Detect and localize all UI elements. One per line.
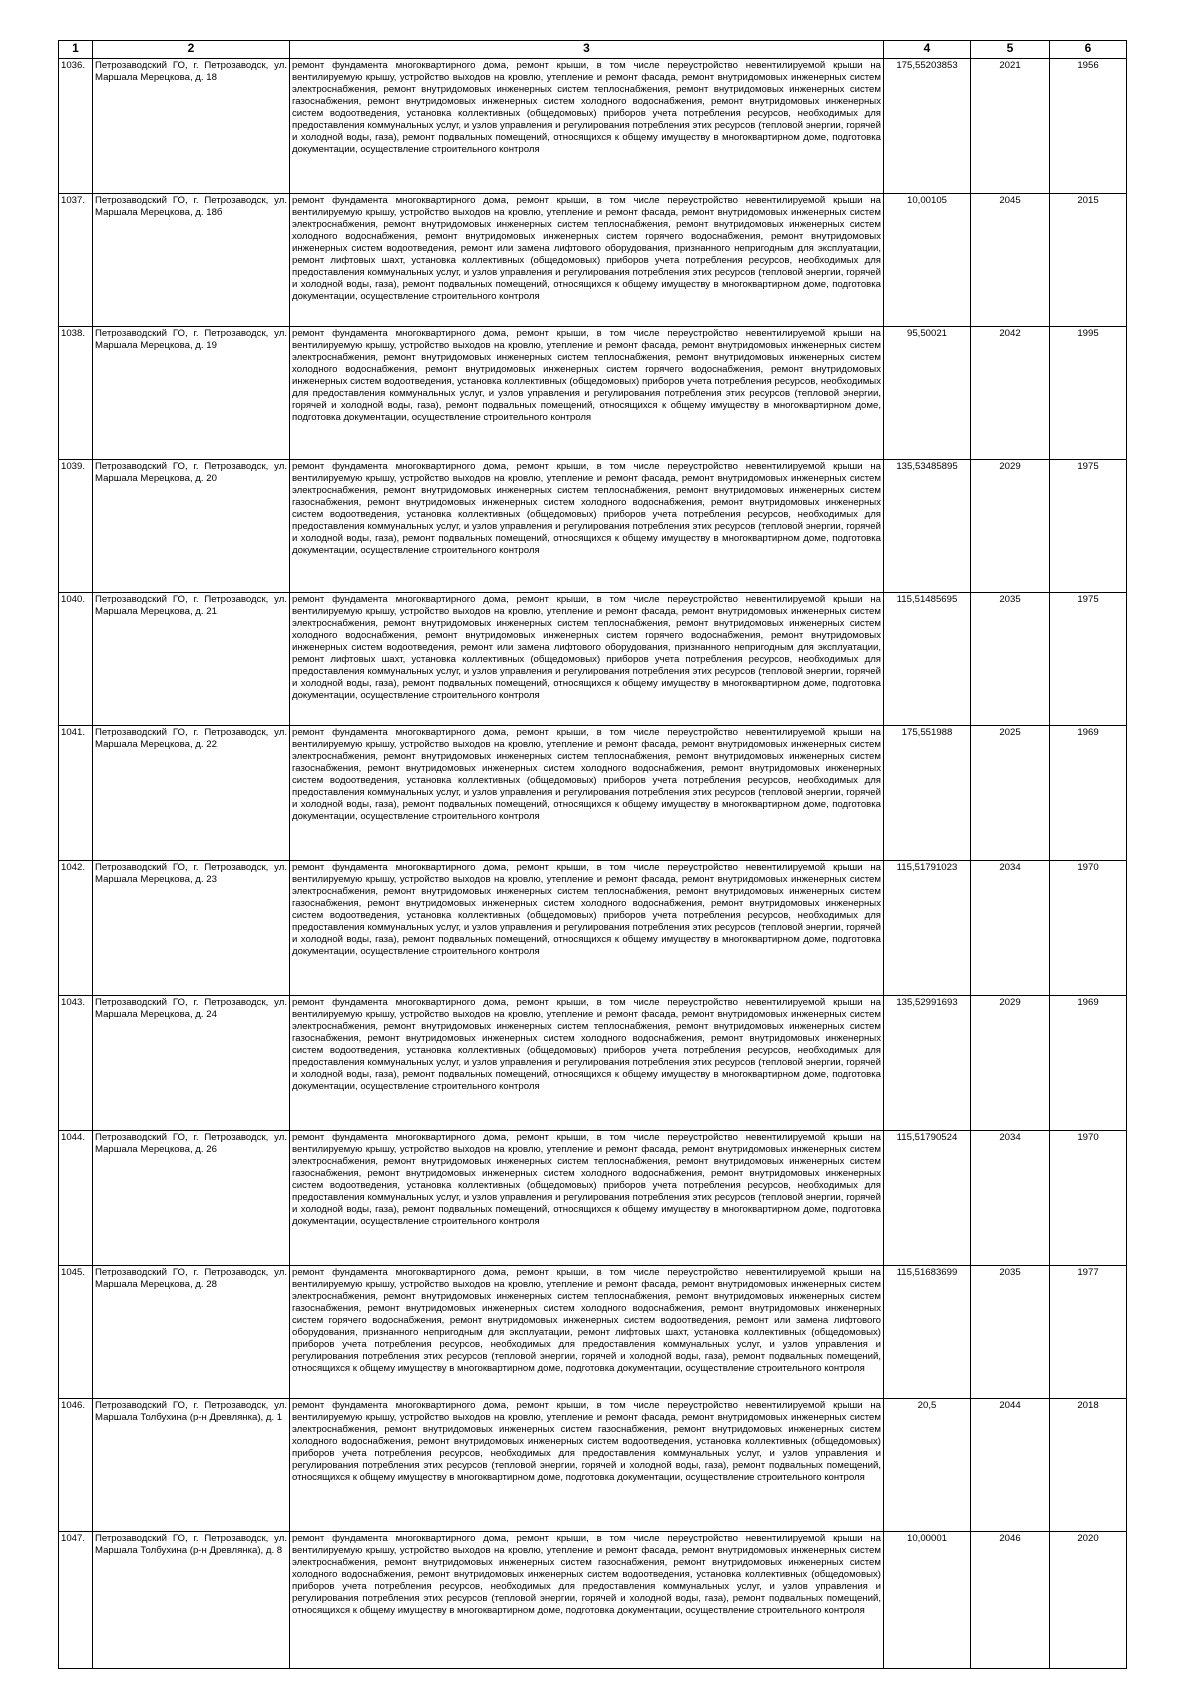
column-header-2: 2	[93, 41, 290, 59]
row-number: 1040.	[59, 593, 93, 726]
cost-value: 95,50021	[884, 327, 971, 460]
repair-year: 2025	[971, 726, 1050, 861]
table-row	[59, 726, 1127, 861]
construction-year: 1970	[1050, 1131, 1127, 1266]
table-header-row	[59, 41, 1127, 59]
row-number: 1037.	[59, 194, 93, 327]
table-row	[59, 460, 1127, 593]
building-address: Петрозаводский ГО, г. Петрозаводск, ул. Маршала Мерецкова, д. 20	[93, 460, 290, 593]
repair-year: 2035	[971, 1266, 1050, 1399]
row-number: 1047.	[59, 1532, 93, 1669]
cost-value: 10,00001	[884, 1532, 971, 1669]
building-address: Петрозаводский ГО, г. Петрозаводск, ул. Маршала Мерецкова, д. 18б	[93, 194, 290, 327]
construction-year: 1970	[1050, 861, 1127, 996]
repair-works: ремонт фундамента многоквартирного дома, ремонт крыши, в том числе переустройство невентилируемой крыши на вентилируемую крышу, устройство выходов на кровлю, утепление и ремонт фасада, ремонт внутридомовых инженерных систем электроснабжения, ремонт внутридомовых инженерных систем теплоснабжения, ремонт внутридомовых инженерных систем холодного водоснабжения, ремонт внутридомовых инженерных систем горячего водоснабжения, ремонт внутридомовых инженерных систем водоотведения, установка коллективных (общедомовых) приборов учета потребления ресурсов, необходимых для предоставления коммунальных услуг, и узлов управления и регулирования потребления этих ресурсов (тепловой энергии, горячей и холодной воды, газа), ремонт подвальных помещений, относящихся к общему имуществу в многоквартирном доме, подготовка документации, осуществление строительного контроля	[290, 327, 884, 460]
cost-value: 175,55203853	[884, 59, 971, 194]
column-header-4: 4	[884, 41, 971, 59]
cost-value: 135,53485895	[884, 460, 971, 593]
table-row	[59, 1266, 1127, 1399]
repair-year: 2044	[971, 1399, 1050, 1532]
construction-year: 1995	[1050, 327, 1127, 460]
repair-works: ремонт фундамента многоквартирного дома, ремонт крыши, в том числе переустройство невентилируемой крыши на вентилируемую крышу, устройство выходов на кровлю, утепление и ремонт фасада, ремонт внутридомовых инженерных систем электроснабжения, ремонт внутридомовых инженерных систем теплоснабжения, ремонт внутридомовых инженерных систем холодного водоснабжения, ремонт внутридомовых инженерных систем горячего водоснабжения, ремонт внутридомовых инженерных систем водоотведения, ремонт или замена лифтового оборудования, признанного непригодным для эксплуатации, ремонт лифтовых шахт, установка коллективных (общедомовых) приборов учета потребления ресурсов, необходимых для предоставления коммунальных услуг, и узлов управления и регулирования потребления этих ресурсов (тепловой энергии, горячей и холодной воды, газа), ремонт подвальных помещений, относящихся к общему имуществу в многоквартирном доме, подготовка документации, осуществление строительного контроля	[290, 194, 884, 327]
repair-works: ремонт фундамента многоквартирного дома, ремонт крыши, в том числе переустройство невентилируемой крыши на вентилируемую крышу, устройство выходов на кровлю, утепление и ремонт фасада, ремонт внутридомовых инженерных систем электроснабжения, ремонт внутридомовых инженерных систем теплоснабжения, ремонт внутридомовых инженерных систем газоснабжения, ремонт внутридомовых инженерных систем холодного водоснабжения, ремонт внутридомовых инженерных систем горячего водоснабжения, ремонт внутридомовых инженерных систем водоотведения, ремонт или замена лифтового оборудования, признанного непригодным для эксплуатации, ремонт лифтовых шахт, установка коллективных (общедомовых) приборов учета потребления ресурсов, необходимых для предоставления коммунальных услуг, и узлов управления и регулирования потребления этих ресурсов (тепловой энергии, горячей и холодной воды, газа), ремонт подвальных помещений, относящихся к общему имуществу в многоквартирном доме, подготовка документации, осуществление строительного контроля	[290, 1266, 884, 1399]
building-address: Петрозаводский ГО, г. Петрозаводск, ул. Маршала Мерецкова, д. 22	[93, 726, 290, 861]
repair-year: 2046	[971, 1532, 1050, 1669]
repair-year: 2042	[971, 327, 1050, 460]
construction-year: 1969	[1050, 726, 1127, 861]
building-address: Петрозаводский ГО, г. Петрозаводск, ул. Маршала Мерецкова, д. 26	[93, 1131, 290, 1266]
cost-value: 20,5	[884, 1399, 971, 1532]
column-header-1: 1	[59, 41, 93, 59]
row-number: 1042.	[59, 861, 93, 996]
repair-works: ремонт фундамента многоквартирного дома, ремонт крыши, в том числе переустройство невентилируемой крыши на вентилируемую крышу, устройство выходов на кровлю, утепление и ремонт фасада, ремонт внутридомовых инженерных систем электроснабжения, ремонт внутридомовых инженерных систем теплоснабжения, ремонт внутридомовых инженерных систем газоснабжения, ремонт внутридомовых инженерных систем холодного водоснабжения, ремонт внутридомовых инженерных систем водоотведения, установка коллективных (общедомовых) приборов учета потребления ресурсов, необходимых для предоставления коммунальных услуг, и узлов управления и регулирования потребления этих ресурсов (тепловой энергии, горячей и холодной воды, газа), ремонт подвальных помещений, относящихся к общему имуществу в многоквартирном доме, подготовка документации, осуществление строительного контроля	[290, 460, 884, 593]
row-number: 1041.	[59, 726, 93, 861]
table-row	[59, 1532, 1127, 1669]
table-row	[59, 593, 1127, 726]
column-header-6: 6	[1050, 41, 1127, 59]
table-row	[59, 861, 1127, 996]
construction-year: 1977	[1050, 1266, 1127, 1399]
construction-year: 1975	[1050, 460, 1127, 593]
building-address: Петрозаводский ГО, г. Петрозаводск, ул. Маршала Толбухина (р-н Древлянка), д. 1	[93, 1399, 290, 1532]
construction-year: 1975	[1050, 593, 1127, 726]
construction-year: 2015	[1050, 194, 1127, 327]
cost-value: 10,00105	[884, 194, 971, 327]
repair-works: ремонт фундамента многоквартирного дома, ремонт крыши, в том числе переустройство невентилируемой крыши на вентилируемую крышу, устройство выходов на кровлю, утепление и ремонт фасада, ремонт внутридомовых инженерных систем электроснабжения, ремонт внутридомовых инженерных систем теплоснабжения, ремонт внутридомовых инженерных систем газоснабжения, ремонт внутридомовых инженерных систем холодного водоснабжения, ремонт внутридомовых инженерных систем водоотведения, установка коллективных (общедомовых) приборов учета потребления ресурсов, необходимых для предоставления коммунальных услуг, и узлов управления и регулирования потребления этих ресурсов (тепловой энергии, горячей и холодной воды, газа), ремонт подвальных помещений, относящихся к общему имуществу в многоквартирном доме, подготовка документации, осуществление строительного контроля	[290, 59, 884, 194]
document-page	[58, 40, 1126, 1669]
repair-works: ремонт фундамента многоквартирного дома, ремонт крыши, в том числе переустройство невентилируемой крыши на вентилируемую крышу, устройство выходов на кровлю, утепление и ремонт фасада, ремонт внутридомовых инженерных систем электроснабжения, ремонт внутридомовых инженерных систем теплоснабжения, ремонт внутридомовых инженерных систем газоснабжения, ремонт внутридомовых инженерных систем холодного водоснабжения, ремонт внутридомовых инженерных систем водоотведения, установка коллективных (общедомовых) приборов учета потребления ресурсов, необходимых для предоставления коммунальных услуг, и узлов управления и регулирования потребления этих ресурсов (тепловой энергии, горячей и холодной воды, газа), ремонт подвальных помещений, относящихся к общему имуществу в многоквартирном доме, подготовка документации, осуществление строительного контроля	[290, 861, 884, 996]
row-number: 1046.	[59, 1399, 93, 1532]
column-header-3: 3	[290, 41, 884, 59]
cost-value: 115,51790524	[884, 1131, 971, 1266]
building-address: Петрозаводский ГО, г. Петрозаводск, ул. Маршала Мерецкова, д. 28	[93, 1266, 290, 1399]
table-row	[59, 194, 1127, 327]
building-address: Петрозаводский ГО, г. Петрозаводск, ул. Маршала Мерецкова, д. 18	[93, 59, 290, 194]
row-number: 1045.	[59, 1266, 93, 1399]
repair-works: ремонт фундамента многоквартирного дома, ремонт крыши, в том числе переустройство невентилируемой крыши на вентилируемую крышу, устройство выходов на кровлю, утепление и ремонт фасада, ремонт внутридомовых инженерных систем электроснабжения, ремонт внутридомовых инженерных систем теплоснабжения, ремонт внутридомовых инженерных систем газоснабжения, ремонт внутридомовых инженерных систем холодного водоснабжения, ремонт внутридомовых инженерных систем водоотведения, установка коллективных (общедомовых) приборов учета потребления ресурсов, необходимых для предоставления коммунальных услуг, и узлов управления и регулирования потребления этих ресурсов (тепловой энергии, горячей и холодной воды, газа), ремонт подвальных помещений, относящихся к общему имуществу в многоквартирном доме, подготовка документации, осуществление строительного контроля	[290, 996, 884, 1131]
building-address: Петрозаводский ГО, г. Петрозаводск, ул. Маршала Мерецкова, д. 24	[93, 996, 290, 1131]
repair-year: 2034	[971, 1131, 1050, 1266]
row-number: 1036.	[59, 59, 93, 194]
building-address: Петрозаводский ГО, г. Петрозаводск, ул. Маршала Толбухина (р-н Древлянка), д. 8	[93, 1532, 290, 1669]
table-row	[59, 996, 1127, 1131]
construction-year: 1969	[1050, 996, 1127, 1131]
construction-year: 2018	[1050, 1399, 1127, 1532]
row-number: 1043.	[59, 996, 93, 1131]
repair-year: 2029	[971, 996, 1050, 1131]
building-address: Петрозаводский ГО, г. Петрозаводск, ул. Маршала Мерецкова, д. 21	[93, 593, 290, 726]
building-address: Петрозаводский ГО, г. Петрозаводск, ул. Маршала Мерецкова, д. 23	[93, 861, 290, 996]
repair-year: 2045	[971, 194, 1050, 327]
cost-value: 115,51485695	[884, 593, 971, 726]
row-number: 1044.	[59, 1131, 93, 1266]
cost-value: 115,51683699	[884, 1266, 971, 1399]
table-row	[59, 1399, 1127, 1532]
table-row	[59, 1131, 1127, 1266]
repair-year: 2021	[971, 59, 1050, 194]
repair-works: ремонт фундамента многоквартирного дома, ремонт крыши, в том числе переустройство невентилируемой крыши на вентилируемую крышу, устройство выходов на кровлю, утепление и ремонт фасада, ремонт внутридомовых инженерных систем электроснабжения, ремонт внутридомовых инженерных систем газоснабжения, ремонт внутридомовых инженерных систем холодного водоснабжения, ремонт внутридомовых инженерных систем водоотведения, установка коллективных (общедомовых) приборов учета потребления ресурсов, необходимых для предоставления коммунальных услуг, и узлов управления и регулирования потребления этих ресурсов (тепловой энергии, горячей и холодной воды, газа), ремонт подвальных помещений, относящихся к общему имуществу в многоквартирном доме, подготовка документации, осуществление строительного контроля	[290, 1399, 884, 1532]
building-address: Петрозаводский ГО, г. Петрозаводск, ул. Маршала Мерецкова, д. 19	[93, 327, 290, 460]
table-row	[59, 327, 1127, 460]
cost-value: 115,51791023	[884, 861, 971, 996]
construction-year: 2020	[1050, 1532, 1127, 1669]
table-row	[59, 59, 1127, 194]
repair-works: ремонт фундамента многоквартирного дома, ремонт крыши, в том числе переустройство невентилируемой крыши на вентилируемую крышу, устройство выходов на кровлю, утепление и ремонт фасада, ремонт внутридомовых инженерных систем электроснабжения, ремонт внутридомовых инженерных систем теплоснабжения, ремонт внутридомовых инженерных систем газоснабжения, ремонт внутридомовых инженерных систем холодного водоснабжения, ремонт внутридомовых инженерных систем водоотведения, установка коллективных (общедомовых) приборов учета потребления ресурсов, необходимых для предоставления коммунальных услуг, и узлов управления и регулирования потребления этих ресурсов (тепловой энергии, горячей и холодной воды, газа), ремонт подвальных помещений, относящихся к общему имуществу в многоквартирном доме, подготовка документации, осуществление строительного контроля	[290, 726, 884, 861]
repair-works: ремонт фундамента многоквартирного дома, ремонт крыши, в том числе переустройство невентилируемой крыши на вентилируемую крышу, устройство выходов на кровлю, утепление и ремонт фасада, ремонт внутридомовых инженерных систем электроснабжения, ремонт внутридомовых инженерных систем газоснабжения, ремонт внутридомовых инженерных систем холодного водоснабжения, ремонт внутридомовых инженерных систем водоотведения, установка коллективных (общедомовых) приборов учета потребления ресурсов, необходимых для предоставления коммунальных услуг, и узлов управления и регулирования потребления этих ресурсов (тепловой энергии, горячей и холодной воды, газа), ремонт подвальных помещений, относящихся к общему имуществу в многоквартирном доме, подготовка документации, осуществление строительного контроля	[290, 1532, 884, 1669]
repair-year: 2035	[971, 593, 1050, 726]
row-number: 1038.	[59, 327, 93, 460]
cost-value: 135,52991693	[884, 996, 971, 1131]
column-header-5: 5	[971, 41, 1050, 59]
construction-year: 1956	[1050, 59, 1127, 194]
row-number: 1039.	[59, 460, 93, 593]
repair-works: ремонт фундамента многоквартирного дома, ремонт крыши, в том числе переустройство невентилируемой крыши на вентилируемую крышу, устройство выходов на кровлю, утепление и ремонт фасада, ремонт внутридомовых инженерных систем электроснабжения, ремонт внутридомовых инженерных систем теплоснабжения, ремонт внутридомовых инженерных систем газоснабжения, ремонт внутридомовых инженерных систем холодного водоснабжения, ремонт внутридомовых инженерных систем водоотведения, установка коллективных (общедомовых) приборов учета потребления ресурсов, необходимых для предоставления коммунальных услуг, и узлов управления и регулирования потребления этих ресурсов (тепловой энергии, горячей и холодной воды, газа), ремонт подвальных помещений, относящихся к общему имуществу в многоквартирном доме, подготовка документации, осуществление строительного контроля	[290, 1131, 884, 1266]
repair-works: ремонт фундамента многоквартирного дома, ремонт крыши, в том числе переустройство невентилируемой крыши на вентилируемую крышу, устройство выходов на кровлю, утепление и ремонт фасада, ремонт внутридомовых инженерных систем электроснабжения, ремонт внутридомовых инженерных систем теплоснабжения, ремонт внутридомовых инженерных систем холодного водоснабжения, ремонт внутридомовых инженерных систем горячего водоснабжения, ремонт внутридомовых инженерных систем водоотведения, ремонт или замена лифтового оборудования, признанного непригодным для эксплуатации, ремонт лифтовых шахт, установка коллективных (общедомовых) приборов учета потребления ресурсов, необходимых для предоставления коммунальных услуг, и узлов управления и регулирования потребления этих ресурсов (тепловой энергии, горячей и холодной воды, газа), ремонт подвальных помещений, относящихся к общему имуществу в многоквартирном доме, подготовка документации, осуществление строительного контроля	[290, 593, 884, 726]
capital-repair-table	[58, 40, 1127, 1669]
repair-year: 2034	[971, 861, 1050, 996]
cost-value: 175,551988	[884, 726, 971, 861]
repair-year: 2029	[971, 460, 1050, 593]
